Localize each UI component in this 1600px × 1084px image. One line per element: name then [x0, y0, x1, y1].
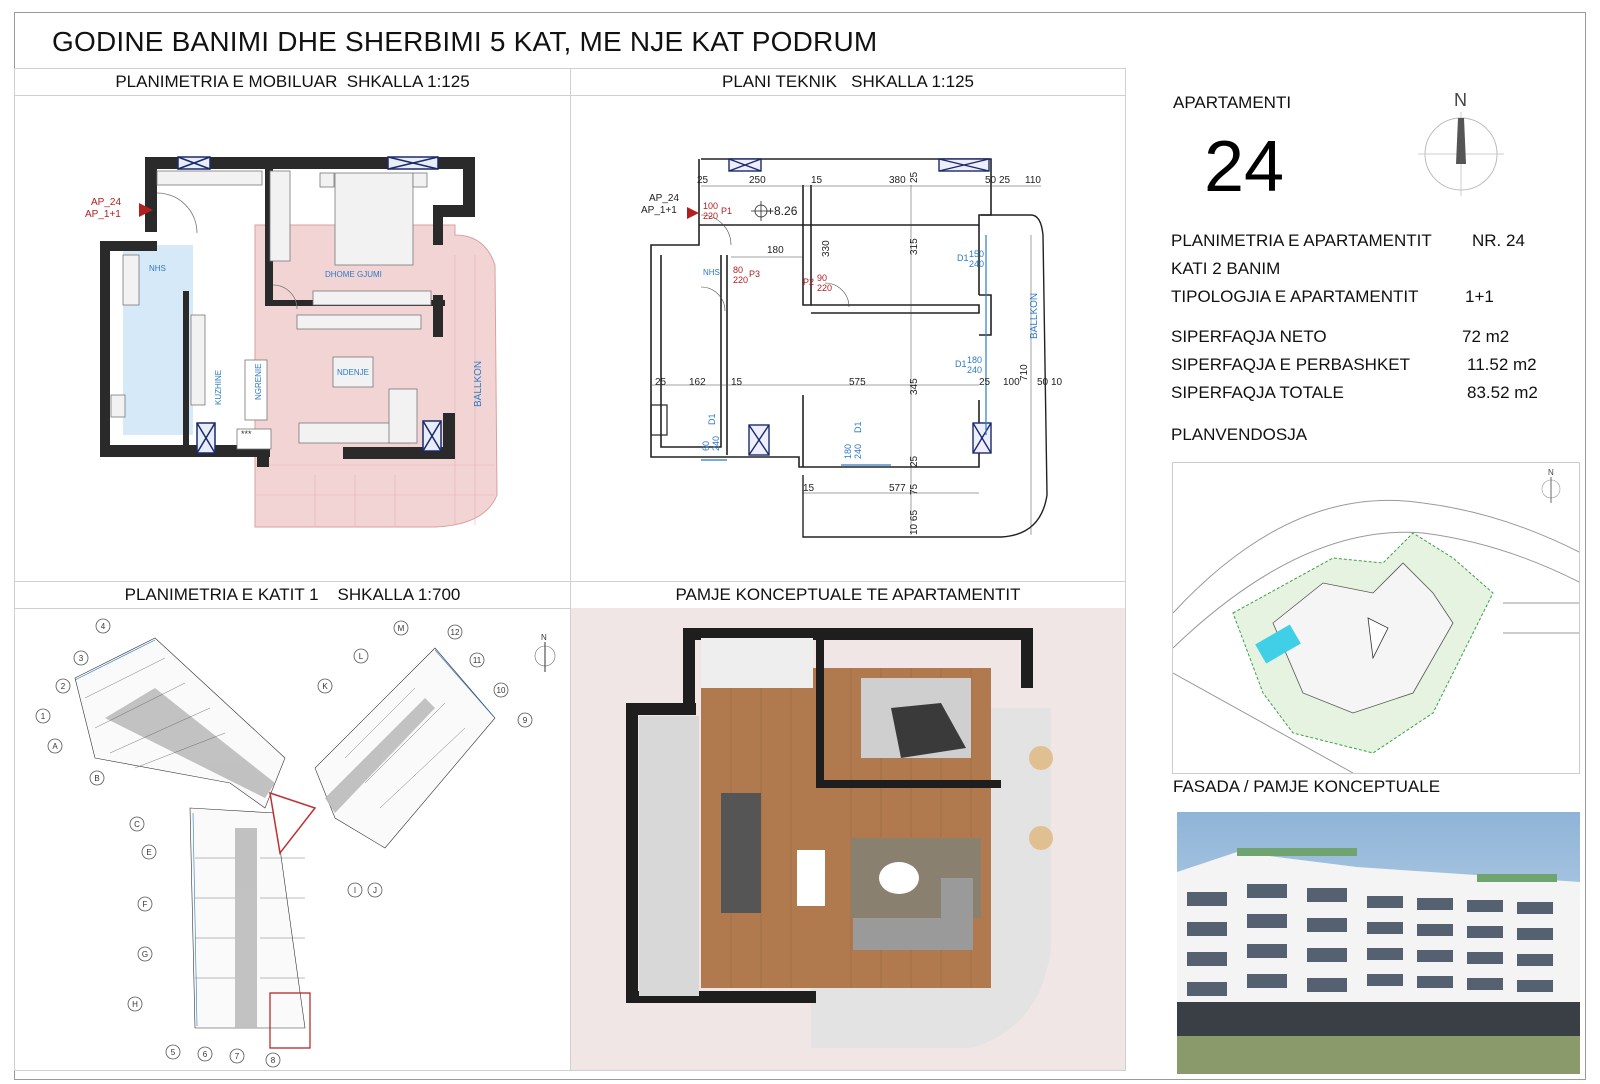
- facade-heading: FASADA / PAMJE KONCEPTUALE: [1173, 777, 1441, 796]
- window-d1-d-width: 180: [843, 443, 853, 459]
- floor-north: [535, 633, 555, 672]
- tech-room-bath: NHS: [703, 268, 720, 277]
- area-total-value: 83.52 m2: [1467, 383, 1538, 402]
- dim-15c: 15: [803, 483, 815, 494]
- window-d1-b: D1: [955, 359, 967, 369]
- grid-bubble-label: 11: [472, 656, 482, 665]
- dim-110: 110: [1025, 175, 1041, 186]
- door-p1-width: 100: [703, 201, 719, 211]
- tech-room-balcony: BALLKON: [1029, 292, 1040, 339]
- dim-575: 575: [849, 377, 866, 388]
- grid-bubble-label: G: [141, 950, 149, 959]
- dim-50b: 50: [1037, 377, 1049, 388]
- info-row-type-value: 1+1: [1465, 287, 1494, 306]
- grid-bubble-label: M: [397, 624, 405, 633]
- concept-panel: [570, 581, 1126, 1071]
- render-bathroom: [639, 716, 699, 996]
- window-d1-b-height: 240: [967, 365, 983, 375]
- grid-bubble-label: I: [353, 886, 357, 895]
- tech-door-swings: [701, 215, 849, 311]
- info-row-plan-label: PLANIMETRIA E APARTAMENTIT: [1171, 231, 1432, 250]
- floor-plan-panel: [14, 581, 571, 1071]
- floor-north-label: N: [541, 633, 547, 642]
- dim-710: 710: [1019, 364, 1030, 381]
- facade-building: [1177, 848, 1580, 1036]
- ap-type-label: AP_1+1: [85, 209, 121, 220]
- dim-380: 380: [889, 175, 906, 186]
- dim-25b: 25: [999, 175, 1011, 186]
- ap-code-label: AP_24: [91, 197, 122, 208]
- door-p2-width: 90: [817, 273, 828, 283]
- dim-50a: 50: [985, 175, 997, 186]
- facade-render: [1177, 812, 1580, 1074]
- site-north-label: N: [1548, 468, 1554, 477]
- room-dining: NGRENIE: [254, 363, 263, 400]
- grid-bubble-label: 6: [202, 1050, 208, 1059]
- site-plan-heading: PLANVENDOSJA: [1171, 425, 1308, 444]
- dim-25a: 25: [697, 175, 709, 186]
- grid-bubble-label: E: [146, 848, 152, 857]
- dim-25-left: 25: [655, 377, 667, 388]
- area-net-value: 72 m2: [1462, 327, 1510, 346]
- window-d1-c: D1: [707, 413, 717, 425]
- grid-bubble-label: 7: [234, 1052, 240, 1061]
- dim-345: 345: [909, 378, 920, 395]
- info-row-plan-value: NR. 24: [1472, 231, 1525, 250]
- grid-bubble-label: 1: [40, 712, 46, 721]
- window-d1-d: D1: [853, 421, 863, 433]
- render-kitchen-counter: [721, 793, 761, 913]
- technical-plan-drawing: [571, 95, 1125, 581]
- dim-162: 162: [689, 377, 706, 388]
- tech-entrance-marker: [687, 207, 699, 219]
- dim-15b: 15: [731, 377, 743, 388]
- door-p1: P1: [721, 206, 733, 216]
- grid-bubble-label: 9: [522, 716, 528, 725]
- render-dining-table: [797, 850, 825, 906]
- stove-mark: ***: [241, 429, 252, 439]
- north-label: N: [1454, 90, 1467, 110]
- concept-heading: PAMJE KONCEPTUALE TE APARTAMENTIT: [571, 582, 1125, 609]
- grid-bubble-label: 5: [170, 1048, 176, 1057]
- dim-25d: 25: [979, 377, 991, 388]
- grid-bubble-label: B: [94, 774, 100, 783]
- site-north: [1542, 468, 1560, 503]
- area-common-value: 11.52 m2: [1467, 355, 1537, 374]
- tech-balcony-outline: [803, 215, 1047, 537]
- door-p2: P2: [803, 277, 815, 287]
- area-total-label: SIPERFAQJA TOTALE: [1171, 383, 1344, 402]
- furniture-plan-panel: [14, 68, 571, 582]
- room-kitchen: KUZHINE: [214, 369, 223, 405]
- render-coffee-table: [879, 862, 919, 894]
- render-chair-1: [1029, 746, 1053, 770]
- technical-plan-panel: [570, 68, 1126, 582]
- room-bedroom: DHOME GJUMI: [325, 270, 382, 279]
- floor-plan-drawing: [15, 608, 570, 1070]
- dim-10: 10: [1051, 377, 1063, 388]
- door-p3-height: 220: [733, 275, 749, 285]
- tech-shaft: [651, 405, 667, 435]
- grid-bubble-label: J: [373, 886, 377, 895]
- info-row-type-label: TIPOLOGJIA E APARTAMENTIT: [1171, 287, 1419, 306]
- tech-ap-type: AP_1+1: [641, 205, 677, 216]
- grid-bubble-label: F: [142, 900, 148, 909]
- grid-bubble-label: 12: [450, 628, 460, 637]
- dim-25c: 25: [909, 171, 920, 183]
- room-bath: NHS: [149, 264, 166, 273]
- grid-bubble-label: A: [52, 742, 58, 751]
- dim-75: 75: [909, 483, 920, 495]
- window-d1-a-width: 150: [969, 249, 985, 259]
- area-net-label: SIPERFAQJA NETO: [1171, 327, 1327, 346]
- dim-10-65: 10 65: [909, 509, 920, 535]
- tech-ap-code: AP_24: [649, 193, 680, 204]
- site-plan: [1172, 462, 1580, 774]
- door-p3-width: 80: [733, 265, 744, 275]
- tech-walls: [651, 159, 991, 467]
- tech-glazing: [701, 235, 986, 465]
- grid-bubble-label: 2: [60, 682, 66, 691]
- window-d1-b-width: 180: [967, 355, 983, 365]
- door-p1-height: 220: [703, 211, 719, 221]
- sheet-title: GODINE BANIMI DHE SHERBIMI 5 KAT, ME NJE KAT PODRUM: [52, 26, 878, 57]
- elevation-text: +8.26: [767, 204, 798, 218]
- grid-bubble-label: 3: [78, 654, 84, 663]
- dim-577: 577: [889, 483, 906, 494]
- dim-180: 180: [767, 245, 784, 256]
- dim-100: 100: [1003, 377, 1020, 388]
- dim-lines: [651, 185, 1041, 535]
- furniture-plan-heading: PLANIMETRIA E MOBILUAR SHKALLA 1:125: [15, 69, 570, 96]
- window-d1-a: D1: [957, 253, 969, 263]
- north-arrow-icon: [1406, 88, 1516, 208]
- dim-330: 330: [821, 240, 832, 257]
- grid-bubble-label: 8: [270, 1056, 276, 1065]
- room-living: NDENJE: [337, 368, 370, 377]
- elevation-mark: [751, 201, 798, 221]
- door-p2-height: 220: [817, 283, 833, 293]
- grid-bubble-label: 10: [496, 686, 506, 695]
- furniture-plan-drawing: [15, 95, 570, 581]
- grid-bubble-label: 4: [100, 622, 106, 631]
- technical-plan-heading: PLANI TEKNIK SHKALLA 1:125: [571, 69, 1125, 96]
- dim-texts: [655, 171, 1063, 535]
- dim-250: 250: [749, 175, 766, 186]
- facade-ground: [1177, 1036, 1580, 1074]
- window-d1-a-height: 240: [969, 259, 985, 269]
- window-d1-d-height: 240: [853, 443, 863, 459]
- grid-bubble-label: H: [132, 1000, 138, 1009]
- dim-15a: 15: [811, 175, 823, 186]
- render-wardrobe: [701, 638, 813, 688]
- apartment-number: 24: [1204, 127, 1285, 207]
- dim-25e: 25: [909, 455, 920, 467]
- apartment-label: APARTAMENTI: [1173, 93, 1292, 112]
- dim-315: 315: [909, 238, 920, 255]
- grid-bubble-label: K: [322, 682, 328, 691]
- area-common-label: SIPERFAQJA E PERBASHKET: [1171, 355, 1411, 374]
- window-d1-c-height: 240: [711, 435, 721, 451]
- floor-plan-heading: PLANIMETRIA E KATIT 1 SHKALLA 1:700: [15, 582, 570, 609]
- render-chair-2: [1029, 826, 1053, 850]
- grid-bubble-label: L: [358, 652, 364, 661]
- concept-render: [571, 608, 1125, 1070]
- room-balcony: BALLKON: [473, 360, 484, 407]
- grid-bubble-label: C: [134, 820, 140, 829]
- window-d1-c-width: 60: [701, 440, 711, 451]
- info-row-floor-label: KATI 2 BANIM: [1171, 259, 1281, 278]
- door-p3: P3: [749, 269, 761, 279]
